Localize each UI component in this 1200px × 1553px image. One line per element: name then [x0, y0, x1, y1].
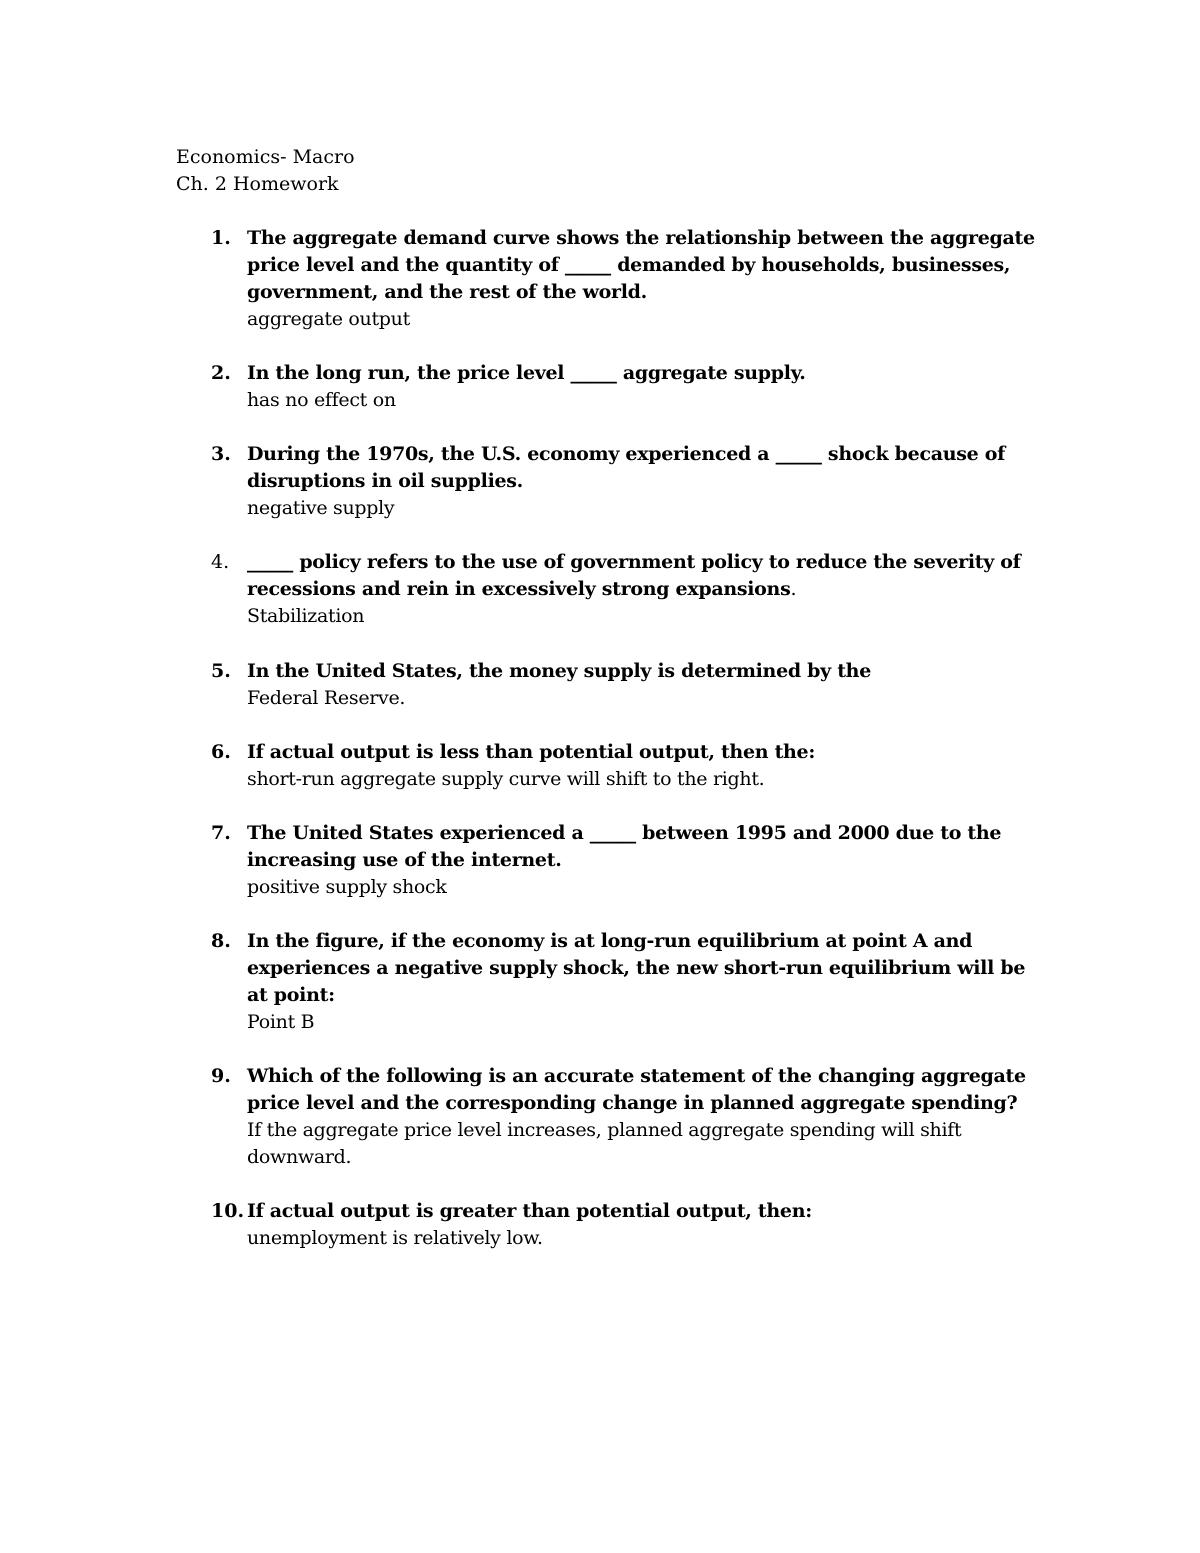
answer-text: If the aggregate price level increases, planned aggregate spending will shift downward.	[247, 1119, 962, 1168]
question-item	[211, 739, 1051, 793]
answer-text: Stabilization	[247, 605, 365, 627]
question-text: _____ policy refers to the use of government policy to reduce the severity of recessions and rein in excessively strong expansions	[247, 551, 1021, 600]
question-number: 4.	[211, 551, 230, 573]
answer-text: aggregate output	[247, 308, 410, 330]
question-number: 7.	[211, 822, 231, 844]
assignment-title: Ch. 2 Homework	[176, 173, 339, 195]
course-title: Economics- Macro	[176, 146, 355, 168]
question-item	[211, 1063, 1051, 1171]
question-number: 9.	[211, 1065, 231, 1087]
answer-text: negative supply	[247, 497, 395, 519]
answer-text: Federal Reserve.	[247, 687, 406, 709]
answer-text: Point B	[247, 1011, 315, 1033]
question-text: If actual output is greater than potential output, then:	[247, 1200, 812, 1222]
question-number: 5.	[211, 660, 231, 682]
question-number: 6.	[211, 741, 231, 763]
question-text: The United States experienced a _____ between 1995 and 2000 due to the increasing use of the internet.	[247, 822, 1002, 871]
question-trailing-period: .	[790, 578, 797, 600]
question-item	[211, 928, 1051, 1036]
question-item	[211, 1198, 1051, 1252]
question-number: 3.	[211, 443, 231, 465]
answer-text: positive supply shock	[247, 876, 447, 898]
question-text: During the 1970s, the U.S. economy experienced a _____ shock because of disruptions in oil supplies.	[247, 443, 1005, 492]
question-number: 2.	[211, 362, 231, 384]
question-number: 8.	[211, 930, 231, 952]
answer-text: short-run aggregate supply curve will shift to the right.	[247, 768, 765, 790]
question-text: The aggregate demand curve shows the relationship between the aggregate price level and the quantity of _____ demanded by households, businesses, government, and the rest of the world.	[247, 227, 1035, 303]
question-item	[211, 658, 1051, 712]
question-item	[211, 549, 1051, 630]
question-text: If actual output is less than potential output, then the:	[247, 741, 816, 763]
question-item	[211, 441, 1051, 522]
document-header	[176, 144, 355, 198]
answer-text: has no effect on	[247, 389, 396, 411]
question-text: In the United States, the money supply is determined by the	[247, 660, 871, 682]
question-text: In the figure, if the economy is at long-run equilibrium at point A and experiences a negative supply shock, the new short-run equilibrium will be at point:	[247, 930, 1026, 1006]
question-text: Which of the following is an accurate statement of the changing aggregate price level and the corresponding change in planned aggregate spending?	[247, 1065, 1026, 1114]
answer-text: unemployment is relatively low.	[247, 1227, 543, 1249]
question-item	[211, 225, 1051, 333]
question-number: 10.	[211, 1200, 245, 1222]
question-number: 1.	[211, 227, 231, 249]
question-item	[211, 360, 1051, 414]
question-item	[211, 820, 1051, 901]
question-text: In the long run, the price level _____ aggregate supply.	[247, 362, 806, 384]
